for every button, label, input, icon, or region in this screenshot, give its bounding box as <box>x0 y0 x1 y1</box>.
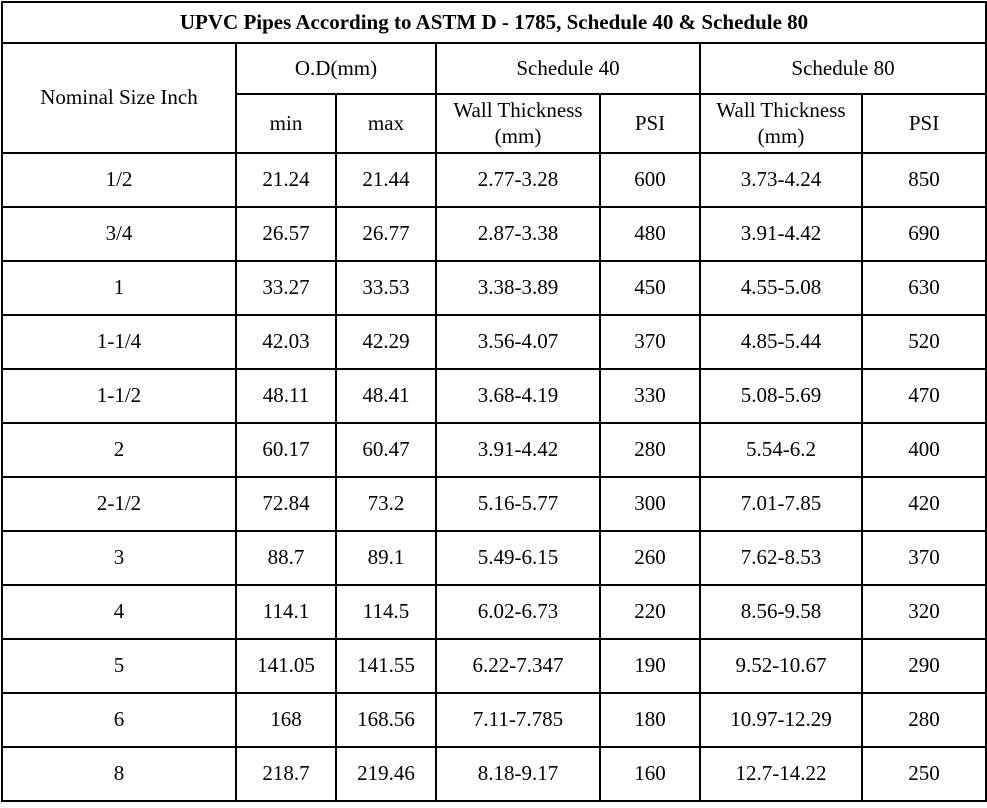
cell-od-max: 141.55 <box>336 639 436 693</box>
cell-od-min: 114.1 <box>236 585 336 639</box>
cell-sch40-wall-thickness: 3.91-4.42 <box>436 423 600 477</box>
cell-od-max: 48.41 <box>336 369 436 423</box>
cell-sch80-wall-thickness: 12.7-14.22 <box>700 747 862 801</box>
cell-nominal-size: 8 <box>2 747 236 801</box>
cell-od-min: 141.05 <box>236 639 336 693</box>
cell-sch80-wall-thickness: 5.54-6.2 <box>700 423 862 477</box>
cell-od-max: 33.53 <box>336 261 436 315</box>
header-nominal-size: Nominal Size Inch <box>2 43 236 153</box>
cell-sch40-wall-thickness: 3.38-3.89 <box>436 261 600 315</box>
cell-sch80-psi: 250 <box>862 747 986 801</box>
header-sch40-psi: PSI <box>600 94 700 153</box>
cell-od-max: 42.29 <box>336 315 436 369</box>
table-row <box>2 585 986 639</box>
cell-od-min: 21.24 <box>236 153 336 207</box>
cell-sch40-psi: 330 <box>600 369 700 423</box>
cell-sch40-wall-thickness: 6.22-7.347 <box>436 639 600 693</box>
cell-nominal-size: 1/2 <box>2 153 236 207</box>
table-row <box>2 315 986 369</box>
header-schedule-40: Schedule 40 <box>436 43 700 94</box>
cell-od-max: 73.2 <box>336 477 436 531</box>
cell-nominal-size: 1 <box>2 261 236 315</box>
cell-od-min: 33.27 <box>236 261 336 315</box>
cell-sch80-wall-thickness: 3.73-4.24 <box>700 153 862 207</box>
cell-sch40-wall-thickness: 2.87-3.38 <box>436 207 600 261</box>
header-outer-diameter: O.D(mm) <box>236 43 436 94</box>
cell-sch40-wall-thickness: 5.16-5.77 <box>436 477 600 531</box>
cell-sch80-wall-thickness: 5.08-5.69 <box>700 369 862 423</box>
header-od-max: max <box>336 94 436 153</box>
table-row <box>2 369 986 423</box>
cell-nominal-size: 1-1/4 <box>2 315 236 369</box>
cell-sch40-psi: 370 <box>600 315 700 369</box>
cell-sch80-psi: 290 <box>862 639 986 693</box>
cell-od-max: 168.56 <box>336 693 436 747</box>
cell-od-max: 21.44 <box>336 153 436 207</box>
table-row <box>2 747 986 801</box>
cell-sch80-psi: 370 <box>862 531 986 585</box>
table-title: UPVC Pipes According to ASTM D - 1785, Schedule 40 & Schedule 80 <box>2 2 986 43</box>
header-sch40-wall-thickness: Wall Thickness (mm) <box>436 94 600 153</box>
cell-od-min: 72.84 <box>236 477 336 531</box>
cell-od-min: 26.57 <box>236 207 336 261</box>
cell-sch80-psi: 280 <box>862 693 986 747</box>
table-row <box>2 153 986 207</box>
table-row <box>2 693 986 747</box>
header-sch80-wall-thickness: Wall Thickness (mm) <box>700 94 862 153</box>
cell-sch80-psi: 630 <box>862 261 986 315</box>
cell-sch80-wall-thickness: 10.97-12.29 <box>700 693 862 747</box>
table-row <box>2 477 986 531</box>
cell-od-max: 89.1 <box>336 531 436 585</box>
cell-nominal-size: 2-1/2 <box>2 477 236 531</box>
cell-sch80-psi: 470 <box>862 369 986 423</box>
cell-sch40-psi: 260 <box>600 531 700 585</box>
cell-sch80-wall-thickness: 8.56-9.58 <box>700 585 862 639</box>
cell-od-max: 219.46 <box>336 747 436 801</box>
cell-sch80-wall-thickness: 4.85-5.44 <box>700 315 862 369</box>
table-row <box>2 261 986 315</box>
cell-nominal-size: 3 <box>2 531 236 585</box>
cell-sch40-wall-thickness: 7.11-7.785 <box>436 693 600 747</box>
header-schedule-80: Schedule 80 <box>700 43 986 94</box>
cell-od-min: 48.11 <box>236 369 336 423</box>
cell-od-max: 26.77 <box>336 207 436 261</box>
table-row <box>2 639 986 693</box>
cell-sch40-psi: 280 <box>600 423 700 477</box>
cell-sch40-wall-thickness: 8.18-9.17 <box>436 747 600 801</box>
cell-sch40-wall-thickness: 3.56-4.07 <box>436 315 600 369</box>
cell-sch80-wall-thickness: 7.01-7.85 <box>700 477 862 531</box>
table-body <box>2 153 986 801</box>
cell-sch40-psi: 190 <box>600 639 700 693</box>
cell-sch40-wall-thickness: 3.68-4.19 <box>436 369 600 423</box>
cell-sch40-psi: 300 <box>600 477 700 531</box>
header-sch80-psi: PSI <box>862 94 986 153</box>
table-row <box>2 531 986 585</box>
cell-sch40-wall-thickness: 5.49-6.15 <box>436 531 600 585</box>
cell-sch40-wall-thickness: 6.02-6.73 <box>436 585 600 639</box>
cell-sch40-psi: 160 <box>600 747 700 801</box>
cell-sch80-psi: 850 <box>862 153 986 207</box>
cell-od-min: 168 <box>236 693 336 747</box>
cell-sch40-psi: 450 <box>600 261 700 315</box>
cell-sch40-psi: 220 <box>600 585 700 639</box>
cell-nominal-size: 5 <box>2 639 236 693</box>
cell-od-min: 42.03 <box>236 315 336 369</box>
cell-nominal-size: 3/4 <box>2 207 236 261</box>
cell-sch40-psi: 600 <box>600 153 700 207</box>
cell-od-min: 88.7 <box>236 531 336 585</box>
cell-od-max: 60.47 <box>336 423 436 477</box>
cell-sch80-psi: 420 <box>862 477 986 531</box>
cell-sch80-wall-thickness: 4.55-5.08 <box>700 261 862 315</box>
cell-od-max: 114.5 <box>336 585 436 639</box>
cell-nominal-size: 6 <box>2 693 236 747</box>
cell-sch80-wall-thickness: 9.52-10.67 <box>700 639 862 693</box>
cell-sch80-psi: 690 <box>862 207 986 261</box>
cell-od-min: 218.7 <box>236 747 336 801</box>
cell-sch80-psi: 320 <box>862 585 986 639</box>
cell-sch40-psi: 180 <box>600 693 700 747</box>
cell-sch40-psi: 480 <box>600 207 700 261</box>
table-row <box>2 423 986 477</box>
cell-sch80-psi: 400 <box>862 423 986 477</box>
cell-nominal-size: 4 <box>2 585 236 639</box>
cell-sch80-wall-thickness: 3.91-4.42 <box>700 207 862 261</box>
cell-sch80-wall-thickness: 7.62-8.53 <box>700 531 862 585</box>
cell-sch80-psi: 520 <box>862 315 986 369</box>
cell-od-min: 60.17 <box>236 423 336 477</box>
cell-nominal-size: 1-1/2 <box>2 369 236 423</box>
header-od-min: min <box>236 94 336 153</box>
table-row <box>2 207 986 261</box>
upvc-pipe-table <box>1 1 987 802</box>
cell-nominal-size: 2 <box>2 423 236 477</box>
cell-sch40-wall-thickness: 2.77-3.28 <box>436 153 600 207</box>
